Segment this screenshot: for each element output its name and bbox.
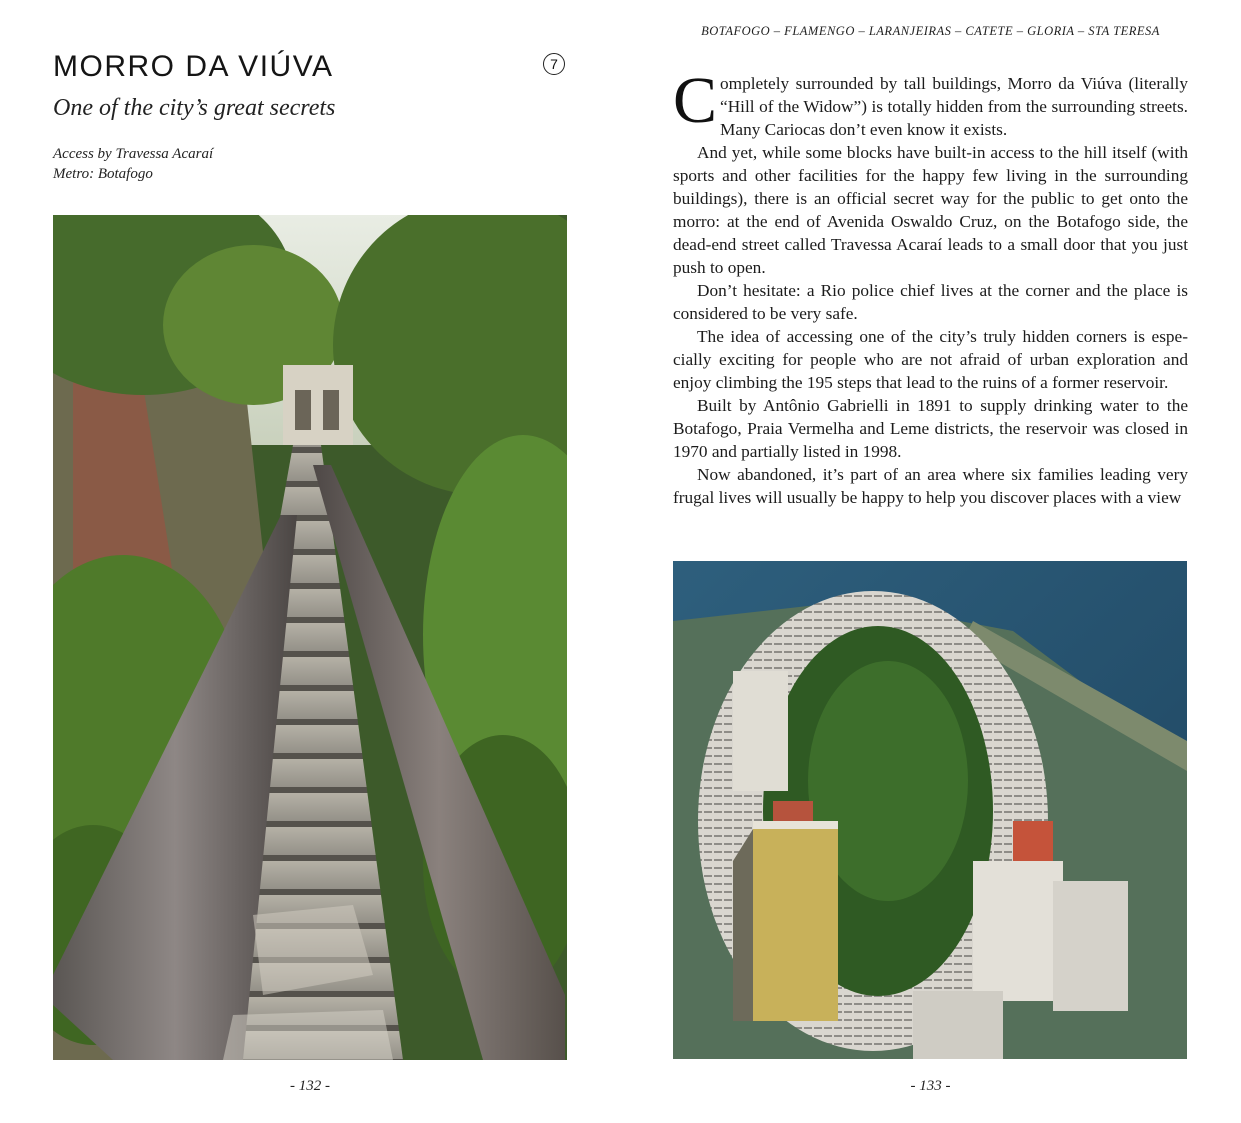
- metro-line: Metro: Botafogo: [53, 166, 153, 182]
- drop-cap: C: [673, 64, 718, 137]
- page-number-right: - 133 -: [910, 1078, 951, 1094]
- access-info: [53, 144, 213, 184]
- page-subtitle: One of the city’s great secrets: [53, 95, 336, 121]
- paragraph: Now abandoned, it’s part of an area where six families leading very frugal lives will usually be happy to help you discover places with a view: [673, 465, 1188, 507]
- page-number-left: - 132 -: [290, 1078, 330, 1094]
- right-page: [620, 0, 1241, 1123]
- paragraph: Don’t hesitate: a Rio police chief lives at the corner and the place is considered to be very safe.: [673, 281, 1188, 323]
- stone-staircase-photo: [53, 215, 567, 1060]
- access-line: Access by Travessa Acaraí: [53, 146, 214, 162]
- paragraph: Built by Antônio Gabrielli in 1891 to supply drinking water to the Botafogo, Praia Vermelha and Leme districts, the reservoir was closed in 1970 and partially listed in 1998.: [673, 396, 1188, 461]
- running-head: BOTAFOGO – FLAMENGO – LARANJEIRAS – CATETE – GLORIA – STA TERESA: [701, 24, 1160, 38]
- page-title: MORRO DA VIÚVA: [53, 50, 334, 83]
- paragraph: And yet, while some blocks have built-in access to the hill itself (with sports and other facilities for the happy few living in the surrounding buildings), there is an official secret way for the public to get onto the morro: at the end of Avenida Oswaldo Cruz, on the Botafogo side, the dead-end street called Travessa Acaraí leads to a small door that you just push to open.: [673, 143, 1188, 277]
- paragraph: The idea of accessing one of the city’s truly hidden corners is especially exciting for people who are not afraid of urban exploration and enjoy climbing the 195 steps that lead to the ruins of a former reservoir.: [673, 327, 1188, 392]
- paragraph: Completely surrounded by tall buildings, Morro da Viúva (literally “Hill of the Widow”) is totally hidden from the surrounding streets. Many Cariocas don’t even know it exists.: [673, 64, 1188, 139]
- left-page: [0, 0, 620, 1123]
- aerial-hill-photo: [673, 561, 1187, 1059]
- entry-number-badge: 7: [543, 53, 565, 75]
- article-body: [673, 64, 1188, 509]
